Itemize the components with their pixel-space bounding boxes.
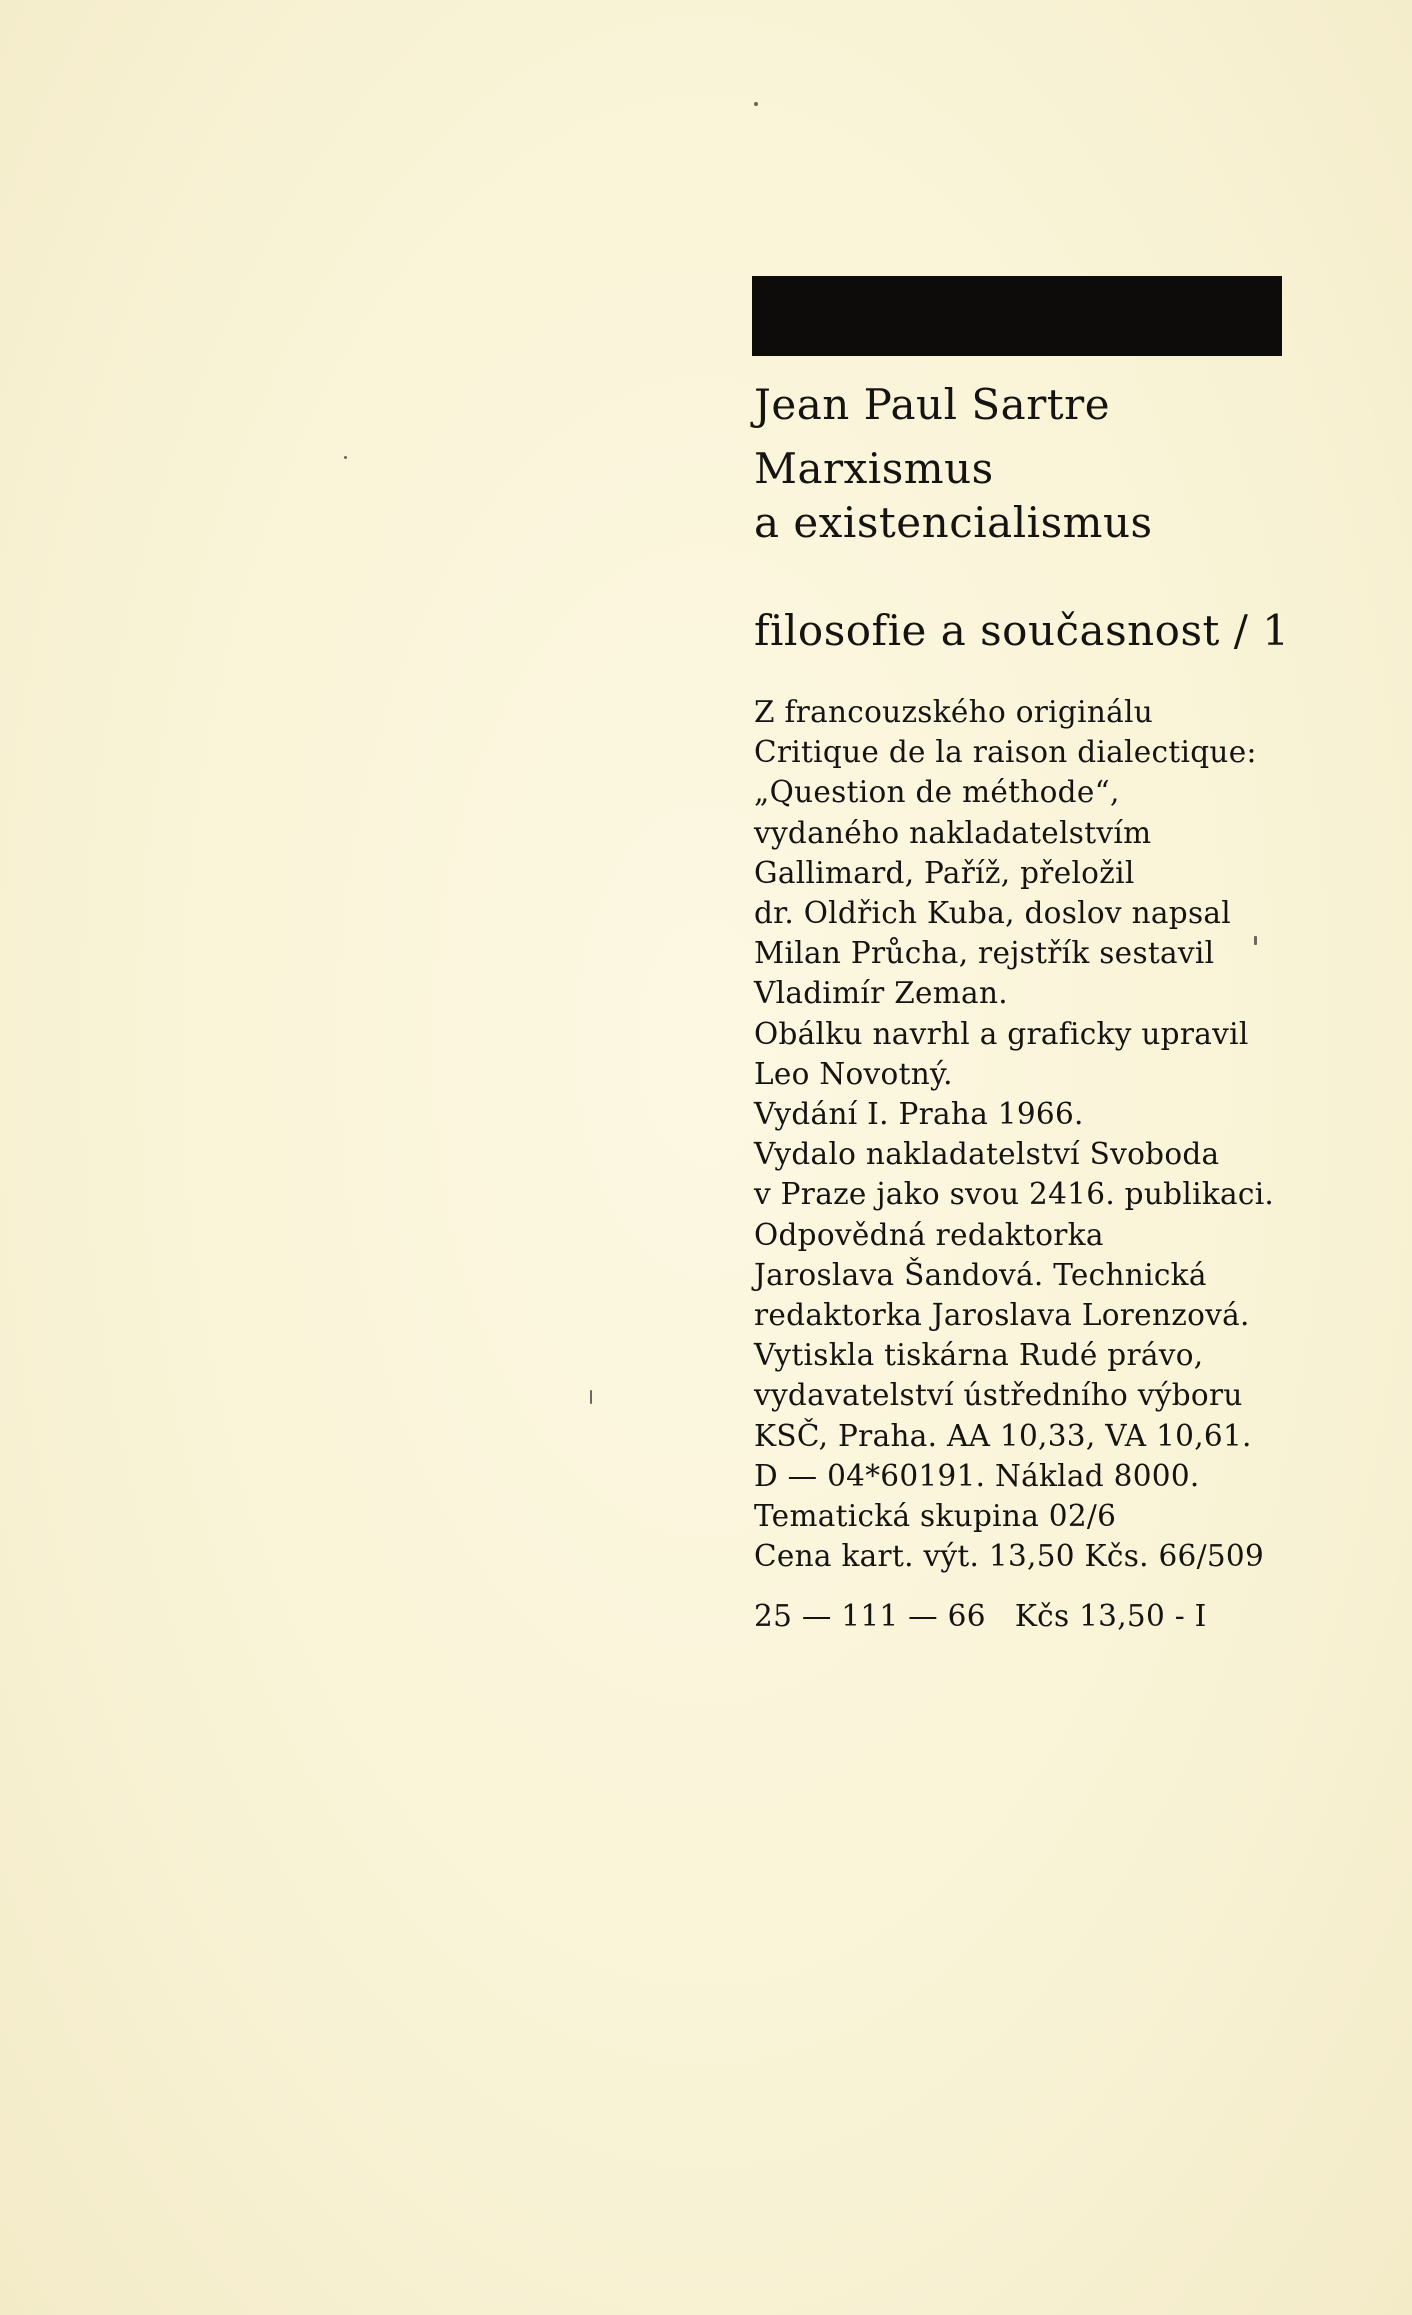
colophon-line: KSČ, Praha. AA 10,33, VA 10,61. (754, 1418, 1252, 1453)
paper-speck (754, 102, 758, 106)
colophon-line: Z francouzského originálu (754, 695, 1154, 729)
colophon-line: Vytiskla tiskárna Rudé právo, (754, 1338, 1204, 1373)
colophon-line: „Question de méthode“, (754, 775, 1120, 810)
paper-speck (344, 456, 347, 459)
colophon-line: dr. Oldřich Kuba, doslov napsal (754, 896, 1232, 931)
colophon-line: Odpovědná redaktorka (754, 1217, 1104, 1252)
colophon-line: vydaného nakladatelstvím (754, 815, 1152, 850)
decorative-black-bar (752, 276, 1282, 356)
colophon-line: Jaroslava Šandová. Technická (754, 1257, 1207, 1292)
colophon-line: vydavatelství ústředního výboru (754, 1378, 1243, 1413)
title-line: Marxismus (754, 444, 994, 493)
series-title: filosofie a současnost / 1 (754, 606, 1290, 655)
colophon-line: Gallimard, Paříž, přeložil (754, 855, 1135, 890)
colophon-line: redaktorka Jaroslava Lorenzová. (754, 1298, 1250, 1333)
colophon-line: Critique de la raison dialectique: (754, 735, 1257, 770)
paper-speck (590, 1390, 592, 1404)
colophon-line: Vydalo nakladatelství Svoboda (754, 1137, 1220, 1172)
title-line: a existencialismus (754, 498, 1153, 547)
author-name: Jean Paul Sartre (754, 380, 1111, 429)
price-code: 25 — 111 — 66 Kčs 13,50 - I (754, 1599, 1207, 1633)
colophon-line: Vydání I. Praha 1966. (754, 1097, 1084, 1132)
colophon-line: Cena kart. výt. 13,50 Kčs. 66/509 (754, 1539, 1265, 1574)
book-title (754, 442, 1153, 550)
colophon-line: Leo Novotný. (754, 1056, 953, 1091)
paper-speck (1254, 936, 1257, 945)
colophon-line: Obálku navrhl a graficky upravil (754, 1016, 1249, 1051)
colophon-line: v Praze jako svou 2416. publikaci. (754, 1177, 1275, 1212)
colophon-line: Milan Průcha, rejstřík sestavil (754, 936, 1215, 971)
colophon (754, 692, 1274, 1576)
colophon-line: Tematická skupina 02/6 (754, 1499, 1117, 1534)
colophon-line: Vladimír Zeman. (754, 976, 1008, 1011)
colophon-line: D — 04*60191. Náklad 8000. (754, 1458, 1200, 1493)
